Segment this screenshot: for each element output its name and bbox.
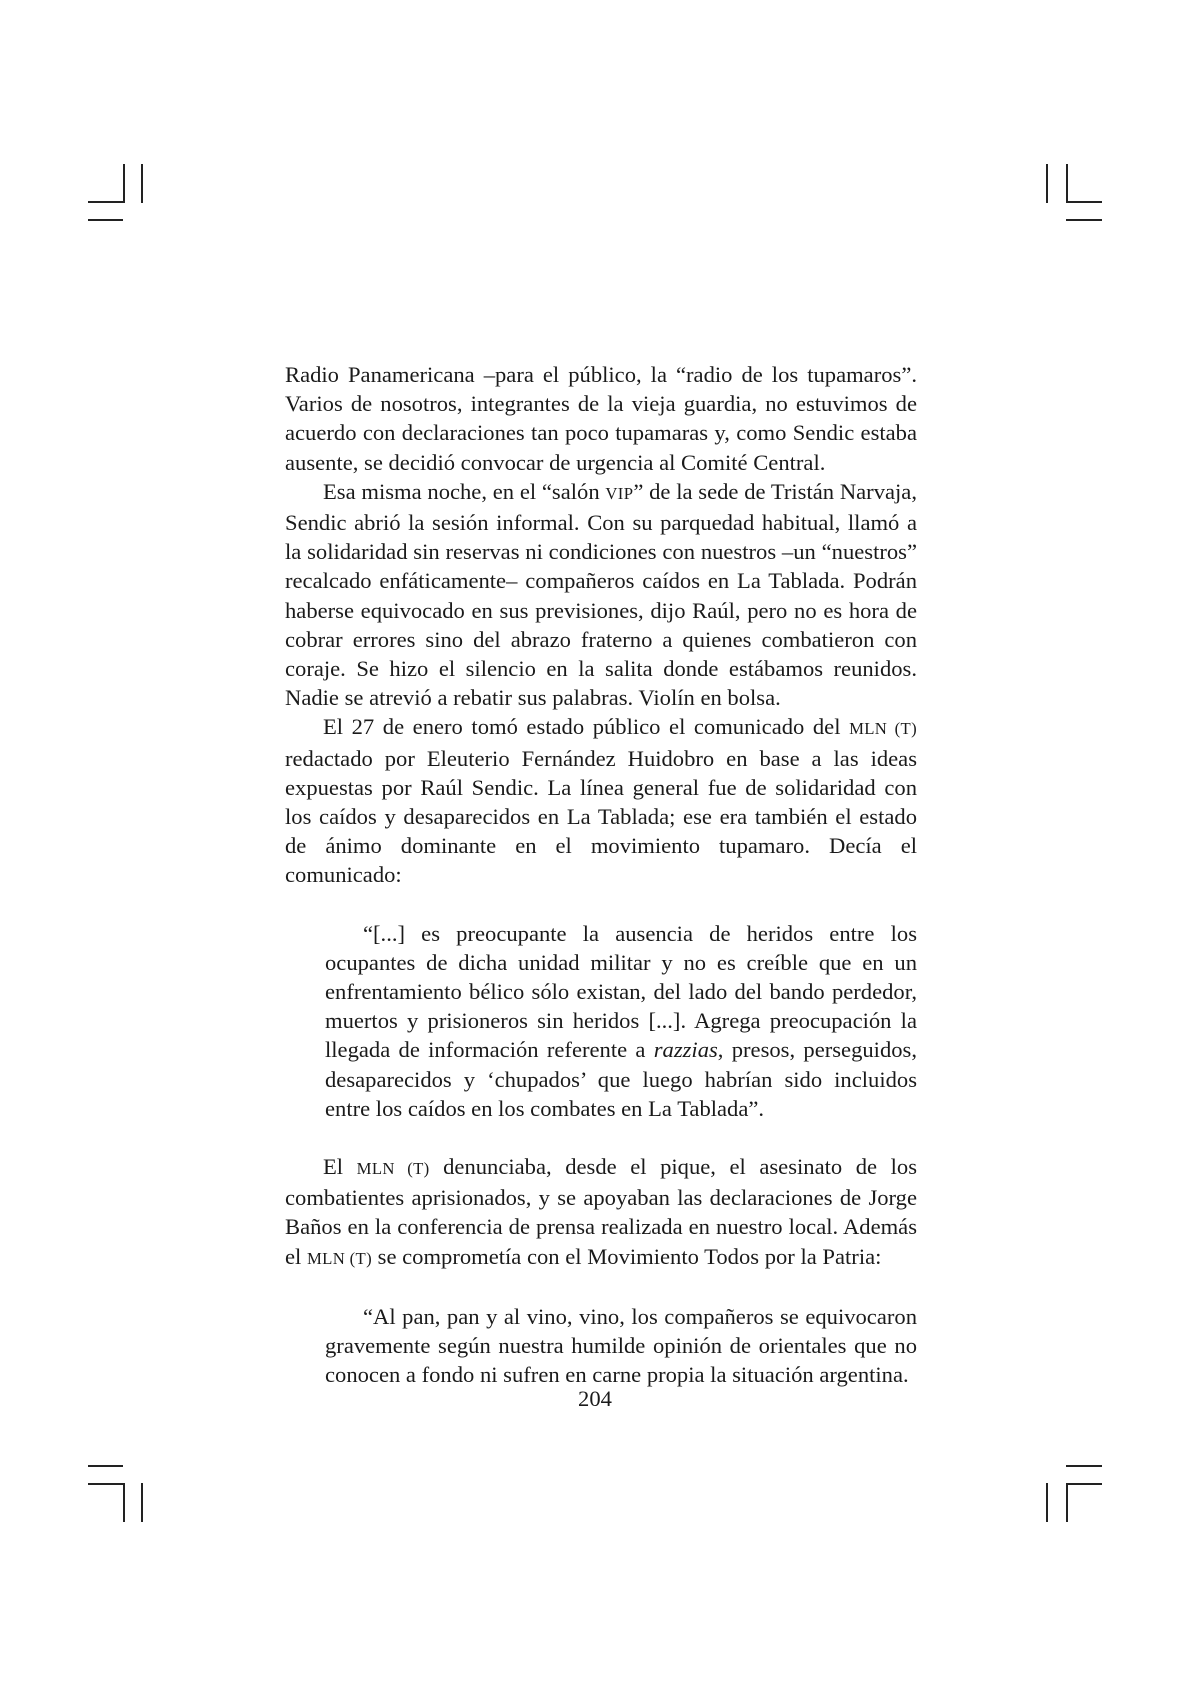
paragraph: Radio Panamericana –para el público, la “radio de los tupamaros”. Varios de nosotros, integrantes de la vieja guardia, no estuvimos de acuerdo con declaraciones tan poco tupamaras y, como Sendic estaba ausente, se decidió convocar de urgencia al Comité Central. bbox=[285, 362, 917, 475]
italic-term: razzias bbox=[653, 1037, 718, 1063]
paragraph bbox=[285, 477, 917, 713]
crop-mark bbox=[88, 219, 123, 221]
crop-mark bbox=[1046, 164, 1048, 203]
quote-text: “[...] es preocupante la ausencia de heridos entre los ocupantes de dicha unidad militar y no es creíble que en un enfrentamiento bélico sólo existan, del lado del bando perdedor, muertos y prisioneros sin heridos [...]. Agrega preocupación la llegada de información referente a bbox=[325, 920, 917, 1063]
paragraph-text: redactado por Eleuterio Fernández Huidobro en base a las ideas expuestas por Raúl Sendic. La línea general fue de solidaridad con los caídos y desaparecidos en La Tablada; ese era también el estado de ánimo dominante en el movimiento tupamaro. Decía el comunicado: bbox=[285, 745, 917, 888]
paragraph-text: se comprometía con el Movimiento Todos por la Patria: bbox=[372, 1243, 882, 1269]
crop-mark bbox=[88, 1465, 123, 1467]
block-quote bbox=[325, 919, 917, 1123]
crop-mark bbox=[1066, 1465, 1102, 1467]
body-text bbox=[285, 360, 917, 1390]
paragraph bbox=[285, 712, 917, 889]
paragraph-text: Esa misma noche, en el “salón bbox=[323, 478, 606, 504]
crop-mark bbox=[141, 1483, 143, 1522]
small-caps-acronym: MLN (T) bbox=[356, 1159, 430, 1179]
crop-mark bbox=[123, 164, 125, 203]
spacer bbox=[285, 890, 917, 919]
paragraph-text: denunciaba, desde el pique, el asesinato de los combatientes aprisionados, y se apoyaban las declaraciones de Jorge Baños en la conferencia de prensa realizada en nuestro local. Además el bbox=[285, 1154, 917, 1269]
paragraph-text: El 27 de enero tomó estado público el comunicado del bbox=[323, 714, 850, 740]
small-caps-acronym: VIP bbox=[605, 483, 634, 503]
crop-mark bbox=[88, 201, 123, 203]
paragraph-text: ” de la sede de Tristán Narvaja, Sendic abrió la sesión informal. Con su parquedad habitual, llamó a la solidaridad sin reservas ni condiciones con nuestros –un “nuestros” recalcado enfáticamente– compañeros caídos en La Tablada. Podrán haberse equivocado en sus previsiones, dijo Raúl, pero no es hora de cobrar errores sino del abrazo fraterno a quienes combatieron con coraje. Se hizo el silencio en la salita donde estábamos reunidos. Nadie se atrevió a rebatir sus palabras. Violín en bolsa. bbox=[285, 478, 917, 711]
block-quote: “Al pan, pan y al vino, vino, los compañeros se equivocaron gravemente según nuestra humilde opinión de orientales que no conocen a fondo ni sufren en carne propia la situación argentina. bbox=[325, 1303, 917, 1388]
paragraph bbox=[285, 1152, 917, 1273]
quote-text: , presos, perseguidos, desaparecidos y ‘chupados’ que luego habrían sido incluidos entre los caídos en los combates en La Tablada”. bbox=[325, 1037, 917, 1121]
crop-mark bbox=[1066, 164, 1068, 203]
crop-mark bbox=[1066, 1483, 1102, 1485]
spacer bbox=[285, 1273, 917, 1302]
crop-mark bbox=[1046, 1483, 1048, 1522]
crop-mark bbox=[1066, 219, 1102, 221]
crop-mark bbox=[123, 1483, 125, 1522]
small-caps-acronym: MLN (T) bbox=[849, 719, 917, 739]
spacer bbox=[285, 1123, 917, 1152]
crop-mark bbox=[1066, 201, 1102, 203]
page-number: 204 bbox=[578, 1386, 612, 1411]
crop-mark bbox=[141, 164, 143, 203]
crop-mark bbox=[1066, 1483, 1068, 1522]
paragraph-text: El bbox=[323, 1154, 357, 1180]
crop-mark bbox=[88, 1483, 123, 1485]
small-caps-acronym: MLN (T) bbox=[306, 1248, 372, 1268]
